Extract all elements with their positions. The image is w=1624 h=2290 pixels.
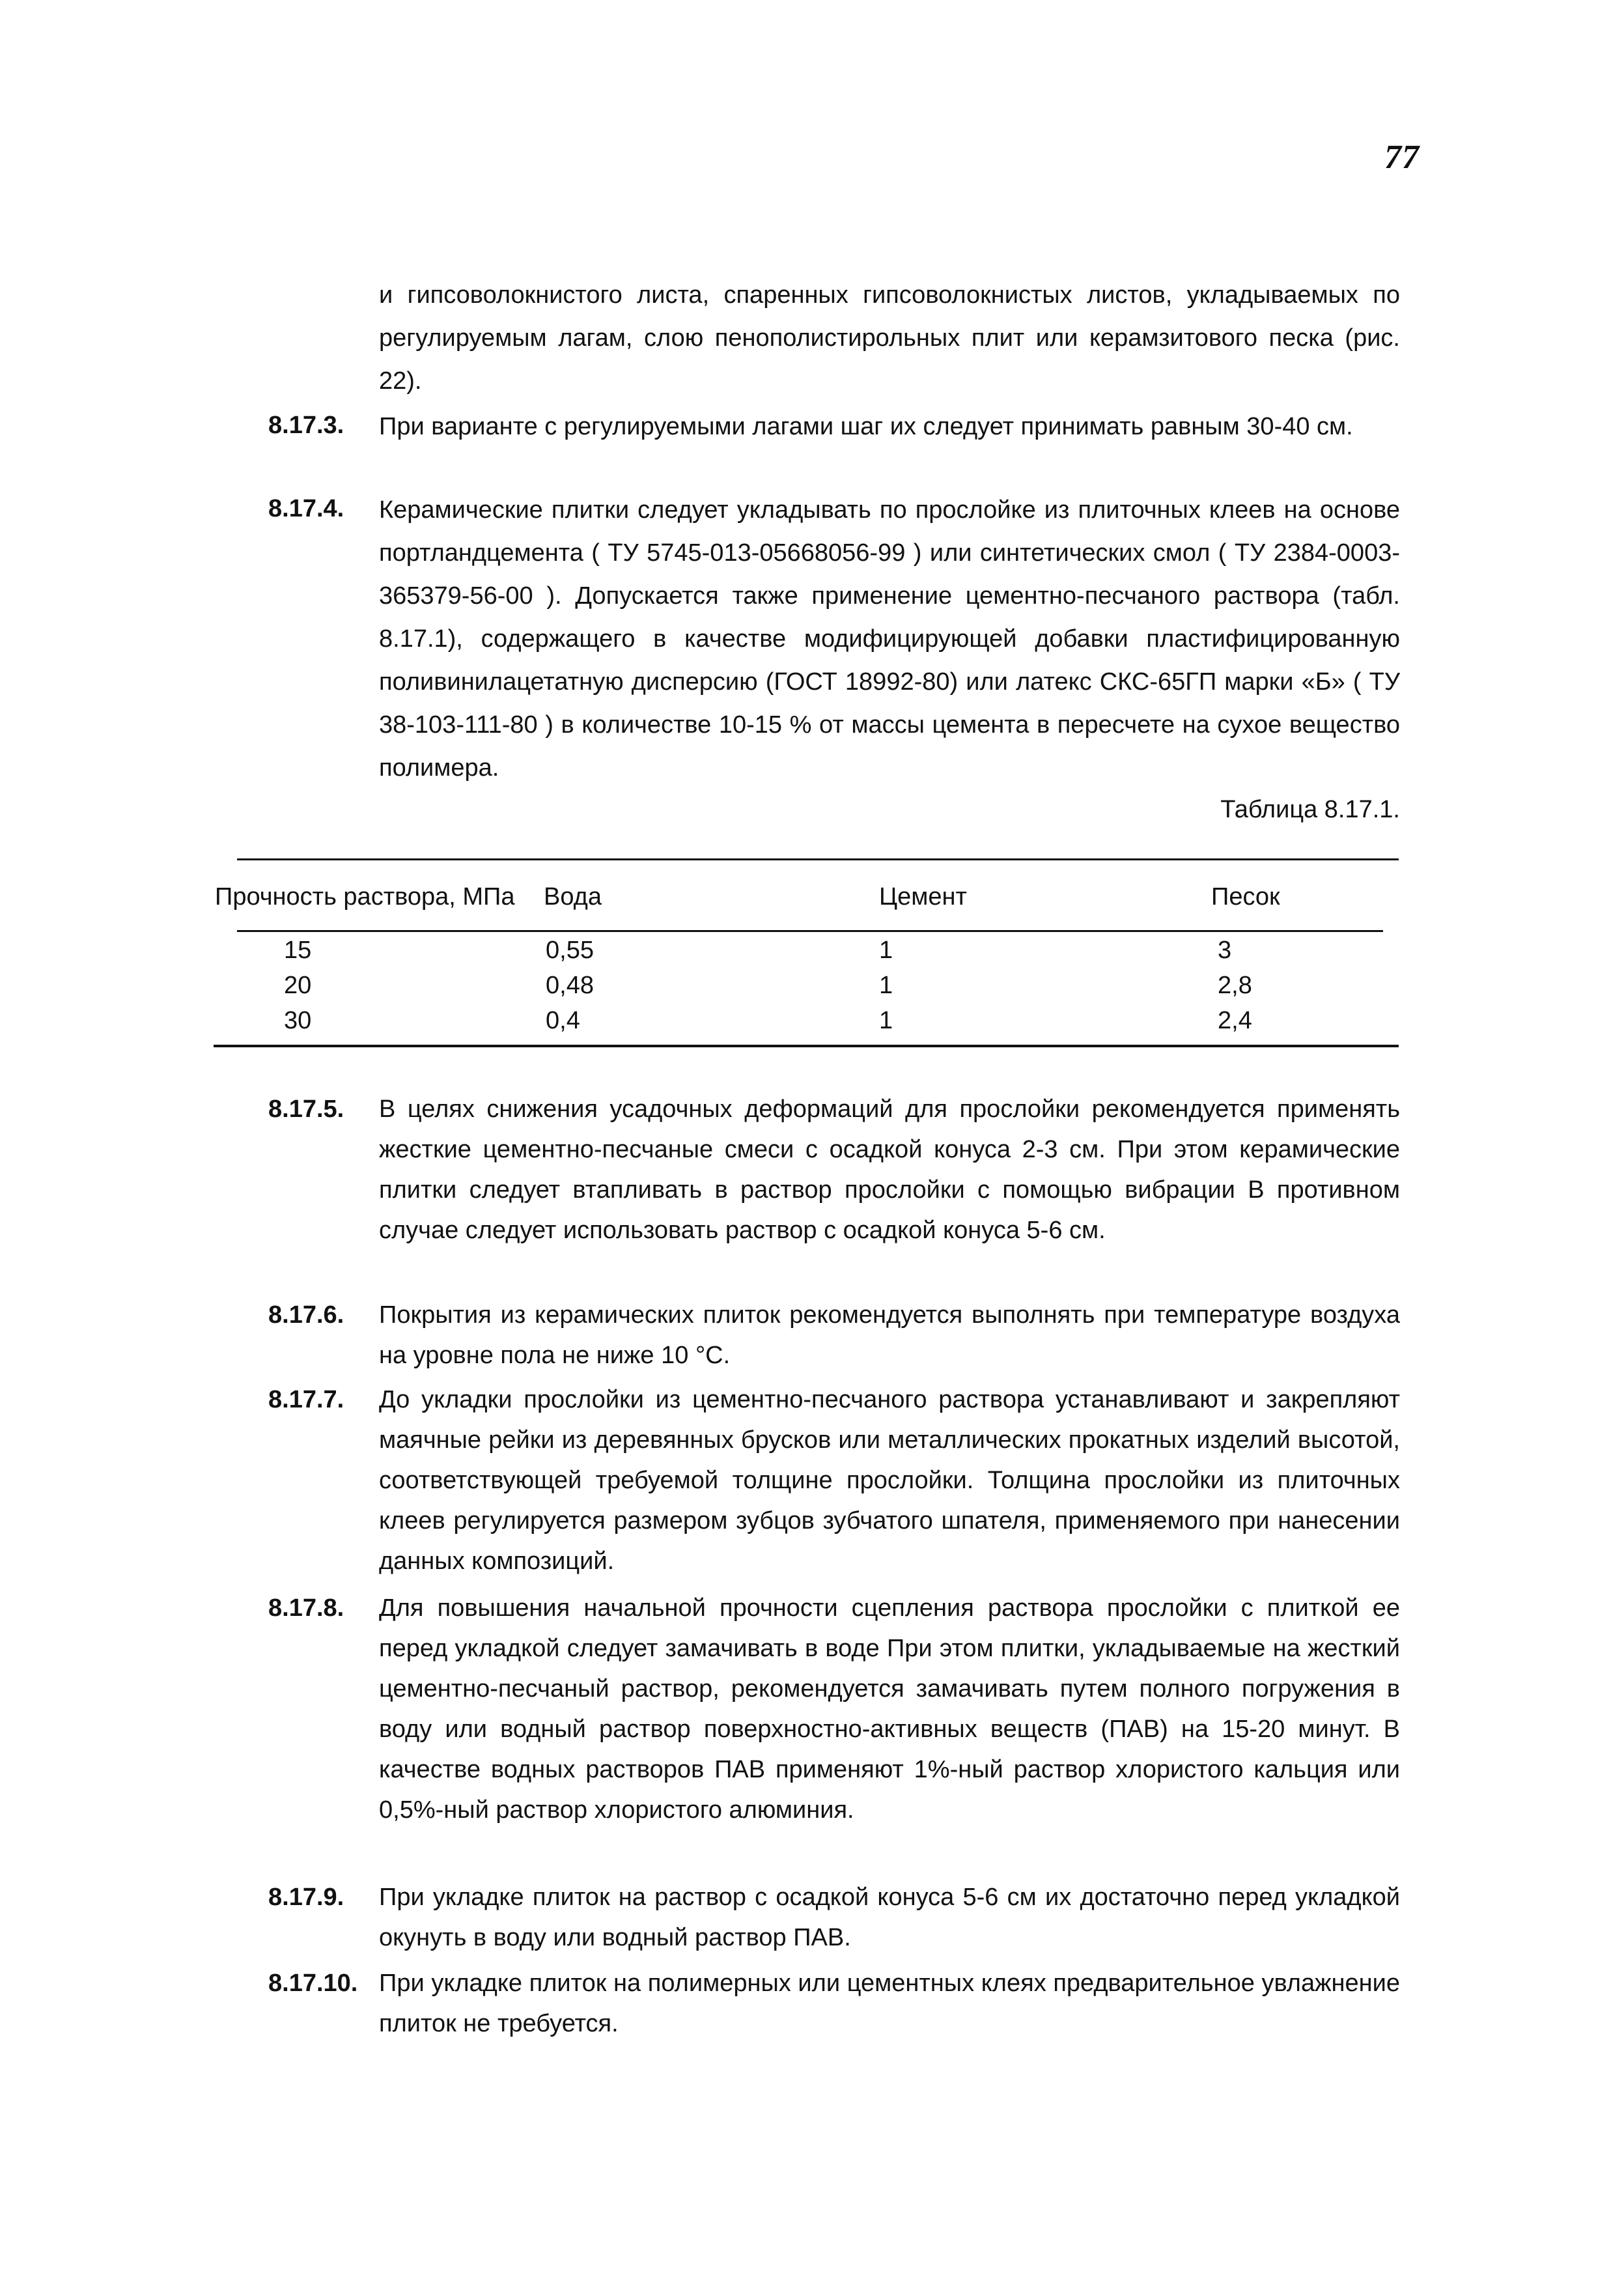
section-text-8-17-5: В целях снижения усадочных деформаций для прослойки рекомендуется применять жесткие цементно-песчаные смеси с осадкой конуса 2-3 см. При этом керамические плитки следует втапливать в раствор прослойки с помощью вибрации В противном случае следует использовать раствор с осадкой конуса 5-6 см. <box>379 1096 1400 1244</box>
page-number: 77 <box>1384 139 1420 176</box>
section-number-8-17-7: 8.17.7. <box>268 1386 344 1413</box>
table-header-cement: Цемент <box>879 883 967 911</box>
section-number-8-17-6: 8.17.6. <box>268 1301 344 1329</box>
table-row-2-cement: 1 <box>879 972 893 999</box>
table-row-1-strength: 15 <box>284 937 312 964</box>
table-row-1-cement: 1 <box>879 937 893 964</box>
table-caption: Таблица 8.17.1. <box>1220 796 1400 823</box>
table-top-rule <box>237 858 1399 860</box>
section-number-8-17-4: 8.17.4. <box>268 495 344 522</box>
table-header-rule <box>237 930 1383 932</box>
table-header-water: Вода <box>544 883 602 911</box>
table-row-1-water: 0,55 <box>546 937 594 964</box>
table-row-2-sand: 2,8 <box>1218 972 1252 999</box>
table-row-1-sand: 3 <box>1218 937 1232 964</box>
section-text-8-17-9: При укладке плиток на раствор с осадкой конуса 5-6 см их достаточно перед укладкой окунуть в воду или водный раствор ПАВ. <box>379 1884 1400 1951</box>
section-number-8-17-9: 8.17.9. <box>268 1884 344 1911</box>
section-number-8-17-10: 8.17.10. <box>268 1970 358 1997</box>
section-text-8-17-3: При варианте с регулируемыми лагами шаг их следует принимать равным 30-40 см. <box>379 413 1353 440</box>
section-number-8-17-3: 8.17.3. <box>268 412 344 439</box>
table-row-3-strength: 30 <box>284 1007 312 1034</box>
section-text-8-17-4: Керамические плитки следует укладывать по прослойке из плиточных клеев на основе портландцемента ( ТУ 5745-013-05668056-99 ) или синтетических смол ( ТУ 2384-0003-365379-56-00 ). Допускается также применение цементно-песчаного раствора (табл. 8.17.1), содержащего в качестве модифицирующей добавки пластифицированную поливинилацетатную дисперсию (ГОСТ 18992-80) или латекс СКС-65ГП марки «Б» ( ТУ 38-103-111-80 ) в количестве 10-15 % от массы цемента в пересчете на сухое вещество полимера. <box>379 496 1400 782</box>
table-row-2-strength: 20 <box>284 972 312 999</box>
table-row-3-sand: 2,4 <box>1218 1007 1252 1034</box>
section-number-8-17-5: 8.17.5. <box>268 1096 344 1123</box>
section-text-8-17-7: До укладки прослойки из цементно-песчаного раствора устанавливают и закрепляют маячные рейки из деревянных брусков или металлических прокатных изделий высотой, соответствующей требуемой толщине прослойки. Толщина прослойки из плиточных клеев регулируется размером зубцов зубчатого шпателя, применяемого при нанесении данных композиций. <box>379 1386 1400 1575</box>
table-bottom-rule <box>214 1045 1399 1047</box>
section-number-8-17-8: 8.17.8. <box>268 1594 344 1622</box>
table-header-sand: Песок <box>1211 883 1280 911</box>
table-row-3-cement: 1 <box>879 1007 893 1034</box>
section-text-8-17-8: Для повышения начальной прочности сцепления раствора прослойки с плиткой ее перед укладкой следует замачивать в воде При этом плитки, укладываемые на жесткий цементно-песчаный раствор, рекомендуется замачивать путем полного погружения в воду или водный раствор поверхностно-активных веществ (ПАВ) на 15-20 минут. В качестве водных растворов ПАВ применяют 1%-ный раствор хлористого кальция или 0,5%-ный раствор хлористого алюминия. <box>379 1594 1400 1824</box>
section-text-8-17-6: Покрытия из керамических плиток рекомендуется выполнять при температуре воздуха на уровне пола не ниже 10 °С. <box>379 1301 1400 1369</box>
intro-paragraph: и гипсоволокнистого листа, спаренных гипсоволокнистых листов, укладываемых по регулируемым лагам, слою пенополистирольных плит или керамзитового песка (рис. 22). <box>379 281 1400 395</box>
table-header-strength: Прочность раствора, МПа <box>215 883 515 911</box>
table-row-3-water: 0,4 <box>546 1007 580 1034</box>
table-row-2-water: 0,48 <box>546 972 594 999</box>
section-text-8-17-10: При укладке плиток на полимерных или цементных клеях предварительное увлажнение плиток не требуется. <box>379 1970 1400 2037</box>
